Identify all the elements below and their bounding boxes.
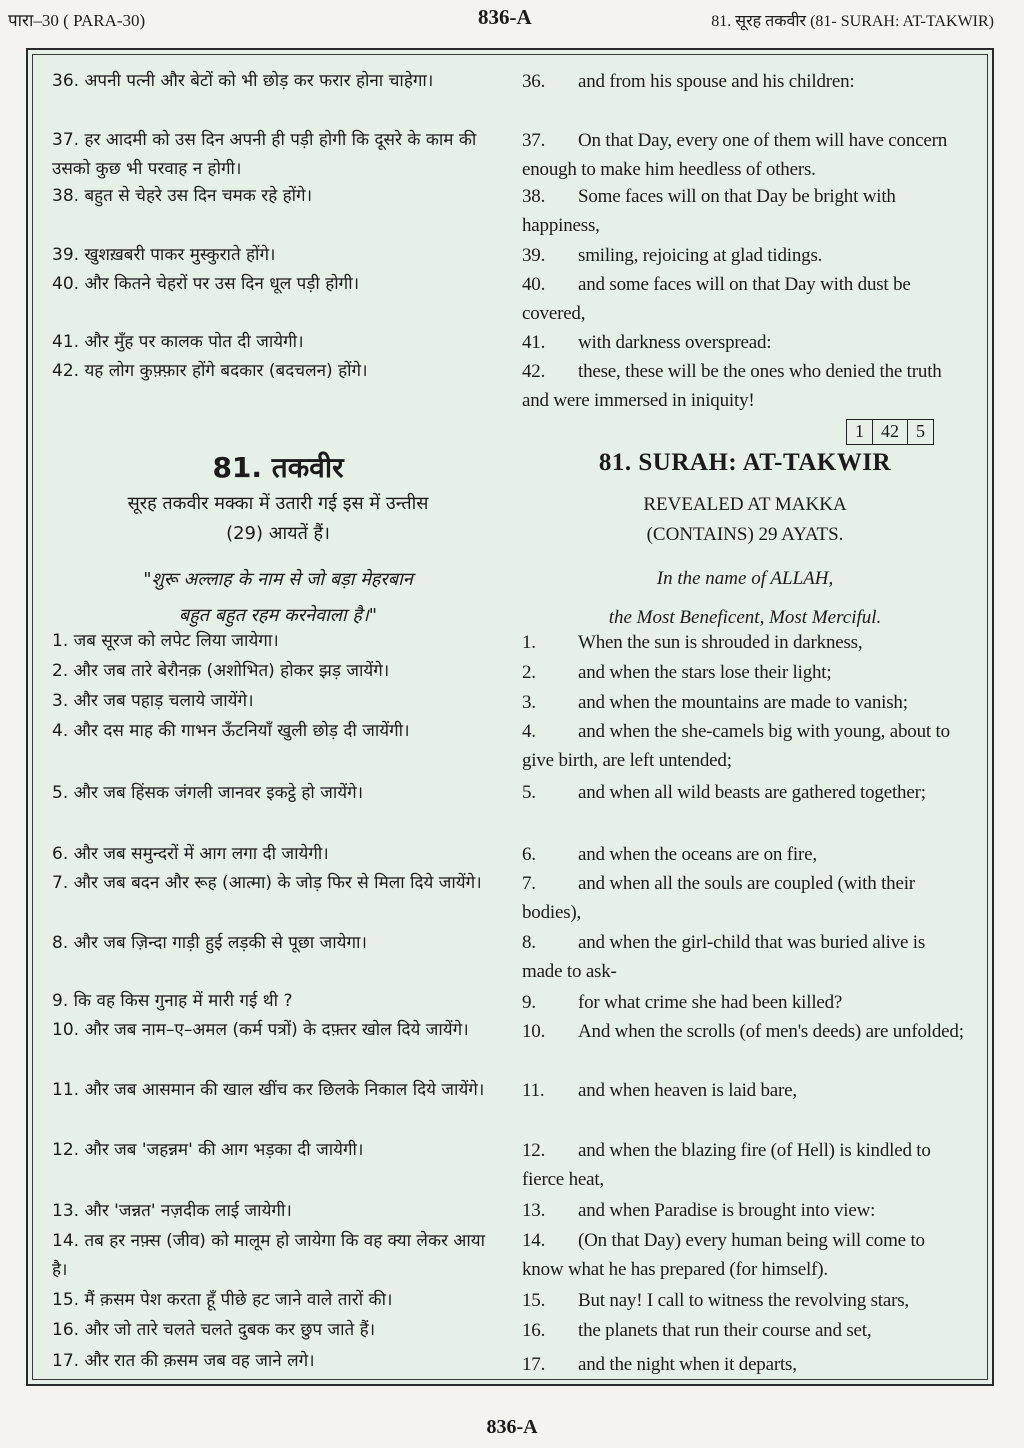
english-verse-13 [522,1196,968,1225]
english-verse-8 [522,928,968,986]
verse-text: with darkness overspread: [578,332,772,353]
english-surah-title: 81. SURAH: AT-TAKWIR [598,449,892,476]
english-verse-40 [522,270,968,328]
hindi-info-line1: सूरह तकवीर मक्का में उतारी गई इस में उन्तीस [127,493,429,514]
hindi-verse-8: 8. और जब ज़िन्दा गाड़ी हुई लड़की से पूछा जायेगा। [52,933,367,953]
verse-number: 42. [522,361,546,382]
english-verse-2 [522,658,968,687]
verse-text: (On that Day) every human being will come to know what he has prepared (for himself). [522,1230,925,1280]
ruku-verse-count: 42 [873,420,908,444]
hindi-verse-14: 14. तब हर नफ़्स (जीव) को मालूम हो जायेगा कि वह क्या लेकर आया है। [52,1231,486,1280]
verse-number: 3. [522,692,536,713]
hindi-verse-36: 36. अपनी पत्नी और बेटों को भी छोड़ कर फरार होना चाहेगा। [52,71,434,91]
english-bismillah-line2: the Most Beneficent, Most Merciful. [608,607,882,628]
verse-text: and when the mountains are made to vanish; [578,692,908,713]
english-verse-15 [522,1286,968,1315]
english-bismillah-line1: In the name of ALLAH, [656,568,834,589]
english-verse-17 [522,1350,968,1379]
hindi-bismillah-line1: "शुरू अल्लाह के नाम से जो बड़ा मेहरबान [143,569,413,590]
hindi-verse-10: 10. और जब नाम–ए–अमल (कर्म पत्रों) के दफ़्तर खोल दिये जायेंगे। [52,1020,469,1040]
hindi-verse-12: 12. और जब 'जहन्नम' की आग भड़का दी जायेगी। [52,1140,364,1160]
hindi-verse-4: 4. और दस माह की गाभन ऊँटनियाँ खुली छोड़ दी जायेंगी। [52,721,410,741]
verse-number: 2. [522,662,536,683]
english-verse-16 [522,1316,968,1345]
english-verse-9 [522,988,968,1017]
surah-running-title: 81. सूरह तकवीर (81- SURAH: AT-TAKWIR) [711,13,994,30]
verse-text: and when the oceans are on fire, [578,844,817,865]
verse-number: 15. [522,1290,546,1311]
english-bismillah [522,559,968,637]
english-verse-7 [522,869,968,927]
hindi-verse-13: 13. और 'जन्नत' नज़दीक लाई जायेगी। [52,1201,292,1221]
verse-number: 36. [522,71,546,92]
verse-text: and when the she-camels big with young, about to give birth, are left untended; [522,721,950,771]
verse-number: 6. [522,844,536,865]
hindi-verse-1: 1. जब सूरज को लपेट लिया जायेगा। [52,631,279,651]
verse-text: and some faces will on that Day with dust be covered, [522,274,911,324]
verse-number: 13. [522,1200,546,1221]
hindi-verse-17: 17. और रात की क़सम जब वह जाने लगे। [52,1351,315,1371]
para-label: पारा–30 ( PARA-30) [8,11,146,30]
verse-text: and when heaven is laid bare, [578,1080,797,1101]
verse-number: 40. [522,274,546,295]
english-verse-38 [522,182,968,240]
verse-text: and when the girl-child that was buried alive is made to ask- [522,932,926,982]
verse-text: and from his spouse and his children: [578,71,855,92]
hindi-verse-37: 37. हर आदमी को उस दिन अपनी ही पड़ी होगी कि दूसरे के काम की उसको कुछ भी परवाह न होगी। [52,130,477,179]
verse-number: 37. [522,130,546,151]
verse-number: 16. [522,1320,546,1341]
english-verse-3 [522,688,968,717]
english-verse-10 [522,1017,968,1046]
hindi-info-line2: (29) आयतें हैं। [226,523,330,544]
hindi-verse-41: 41. और मुँह पर कालक पोत दी जायेगी। [52,332,304,352]
english-verse-6 [522,840,968,869]
verse-number: 10. [522,1021,546,1042]
verse-text: and when all the souls are coupled (with their bodies), [522,873,915,923]
hindi-verse-5: 5. और जब हिंसक जंगली जानवर इकट्ठे हो जायेंगे। [52,783,364,803]
verse-number: 4. [522,721,536,742]
hindi-verse-6: 6. और जब समुन्दरों में आग लगा दी जायेगी। [52,844,329,864]
verse-number: 14. [522,1230,546,1251]
verse-number: 17. [522,1354,546,1375]
verse-text: And when the scrolls (of men's deeds) are unfolded; [578,1021,964,1042]
verse-text: and the night when it departs, [578,1354,797,1375]
english-surah-info [522,490,968,550]
english-verse-14 [522,1226,968,1284]
verse-text: and when Paradise is brought into view: [578,1200,876,1221]
hindi-verse-9: 9. कि वह किस गुनाह में मारी गई थी ? [52,991,293,1011]
hindi-bismillah-line2: बहुत बहुत रहम करनेवाला है।" [178,605,378,626]
english-info-line2: (CONTAINS) 29 AYATS. [646,524,844,545]
verse-text: smiling, rejoicing at glad tidings. [578,245,823,266]
verse-number: 7. [522,873,536,894]
english-verse-12 [522,1136,968,1194]
english-verse-1 [522,628,968,657]
verse-text: When the sun is shrouded in darkness, [578,632,863,653]
hindi-surah-title: 81. तकवीर [212,451,344,484]
ruku-number: 1 [847,420,873,444]
verse-number: 12. [522,1140,546,1161]
verse-number: 5. [522,782,536,803]
english-verse-36 [522,67,968,96]
hindi-surah-info [52,489,504,549]
page-header [0,0,1024,48]
english-verse-41 [522,328,968,357]
verse-text: and when the stars lose their light; [578,662,832,683]
english-verse-5 [522,778,968,807]
english-verse-11 [522,1076,968,1105]
verse-number: 8. [522,932,536,953]
verse-text: these, these will be the ones who denied the truth and were immersed in iniquity! [522,361,942,411]
verse-text: Some faces will on that Day be bright with happiness, [522,186,896,236]
verse-number: 1. [522,632,536,653]
verse-text: But nay! I call to witness the revolving stars, [578,1290,909,1311]
english-verse-42 [522,357,968,415]
page-number-bottom: 836-A [486,1416,538,1438]
english-verse-39 [522,241,968,270]
hindi-verse-2: 2. और जब तारे बेरौनक़ (अशोभित) होकर झड़ जायेंगे। [52,661,390,681]
hindi-verse-7: 7. और जब बदन और रूह (आत्मा) के जोड़ फिर से मिला दिये जायेंगे। [52,873,482,893]
verse-text: the planets that run their course and set, [578,1320,872,1341]
hindi-verse-39: 39. खुशख़बरी पाकर मुस्कुराते होंगे। [52,245,276,265]
verse-number: 11. [522,1080,545,1101]
hindi-verse-40: 40. और कितने चेहरों पर उस दिन धूल पड़ी होगी। [52,274,360,294]
hindi-verse-38: 38. बहुत से चेहरे उस दिन चमक रहे होंगे। [52,186,313,206]
verse-number: 9. [522,992,536,1013]
hindi-bismillah [52,562,504,634]
hindi-verse-15: 15. मैं क़सम पेश करता हूँ पीछे हट जाने वाले तारों की। [52,1290,393,1310]
english-info-line1: REVEALED AT MAKKA [643,494,847,515]
ruku-marker-box [846,419,934,445]
verse-number: 39. [522,245,546,266]
verse-number: 38. [522,186,546,207]
hindi-verse-16: 16. और जो तारे चलते चलते दुबक कर छुप जाते हैं। [52,1320,376,1340]
page-number-top: 836-A [478,5,532,29]
verse-text: for what crime she had been killed? [578,992,843,1013]
hindi-verse-11: 11. और जब आसमान की खाल खींच कर छिलके निकाल दिये जायेंगे। [52,1080,485,1100]
hindi-verse-42: 42. यह लोग कुफ़्फ़ार होंगे बदकार (बदचलन) होंगे। [52,361,368,381]
english-verse-4 [522,717,968,775]
verse-text: and when all wild beasts are gathered together; [578,782,926,803]
verse-text: and when the blazing fire (of Hell) is kindled to fierce heat, [522,1140,931,1190]
verse-text: On that Day, every one of them will have concern enough to make him heedless of others. [522,130,948,180]
hindi-verse-3: 3. और जब पहाड़ चलाये जायेंगे। [52,691,254,711]
verse-number: 41. [522,332,546,353]
ruku-index: 5 [916,421,925,441]
english-verse-37 [522,126,968,184]
